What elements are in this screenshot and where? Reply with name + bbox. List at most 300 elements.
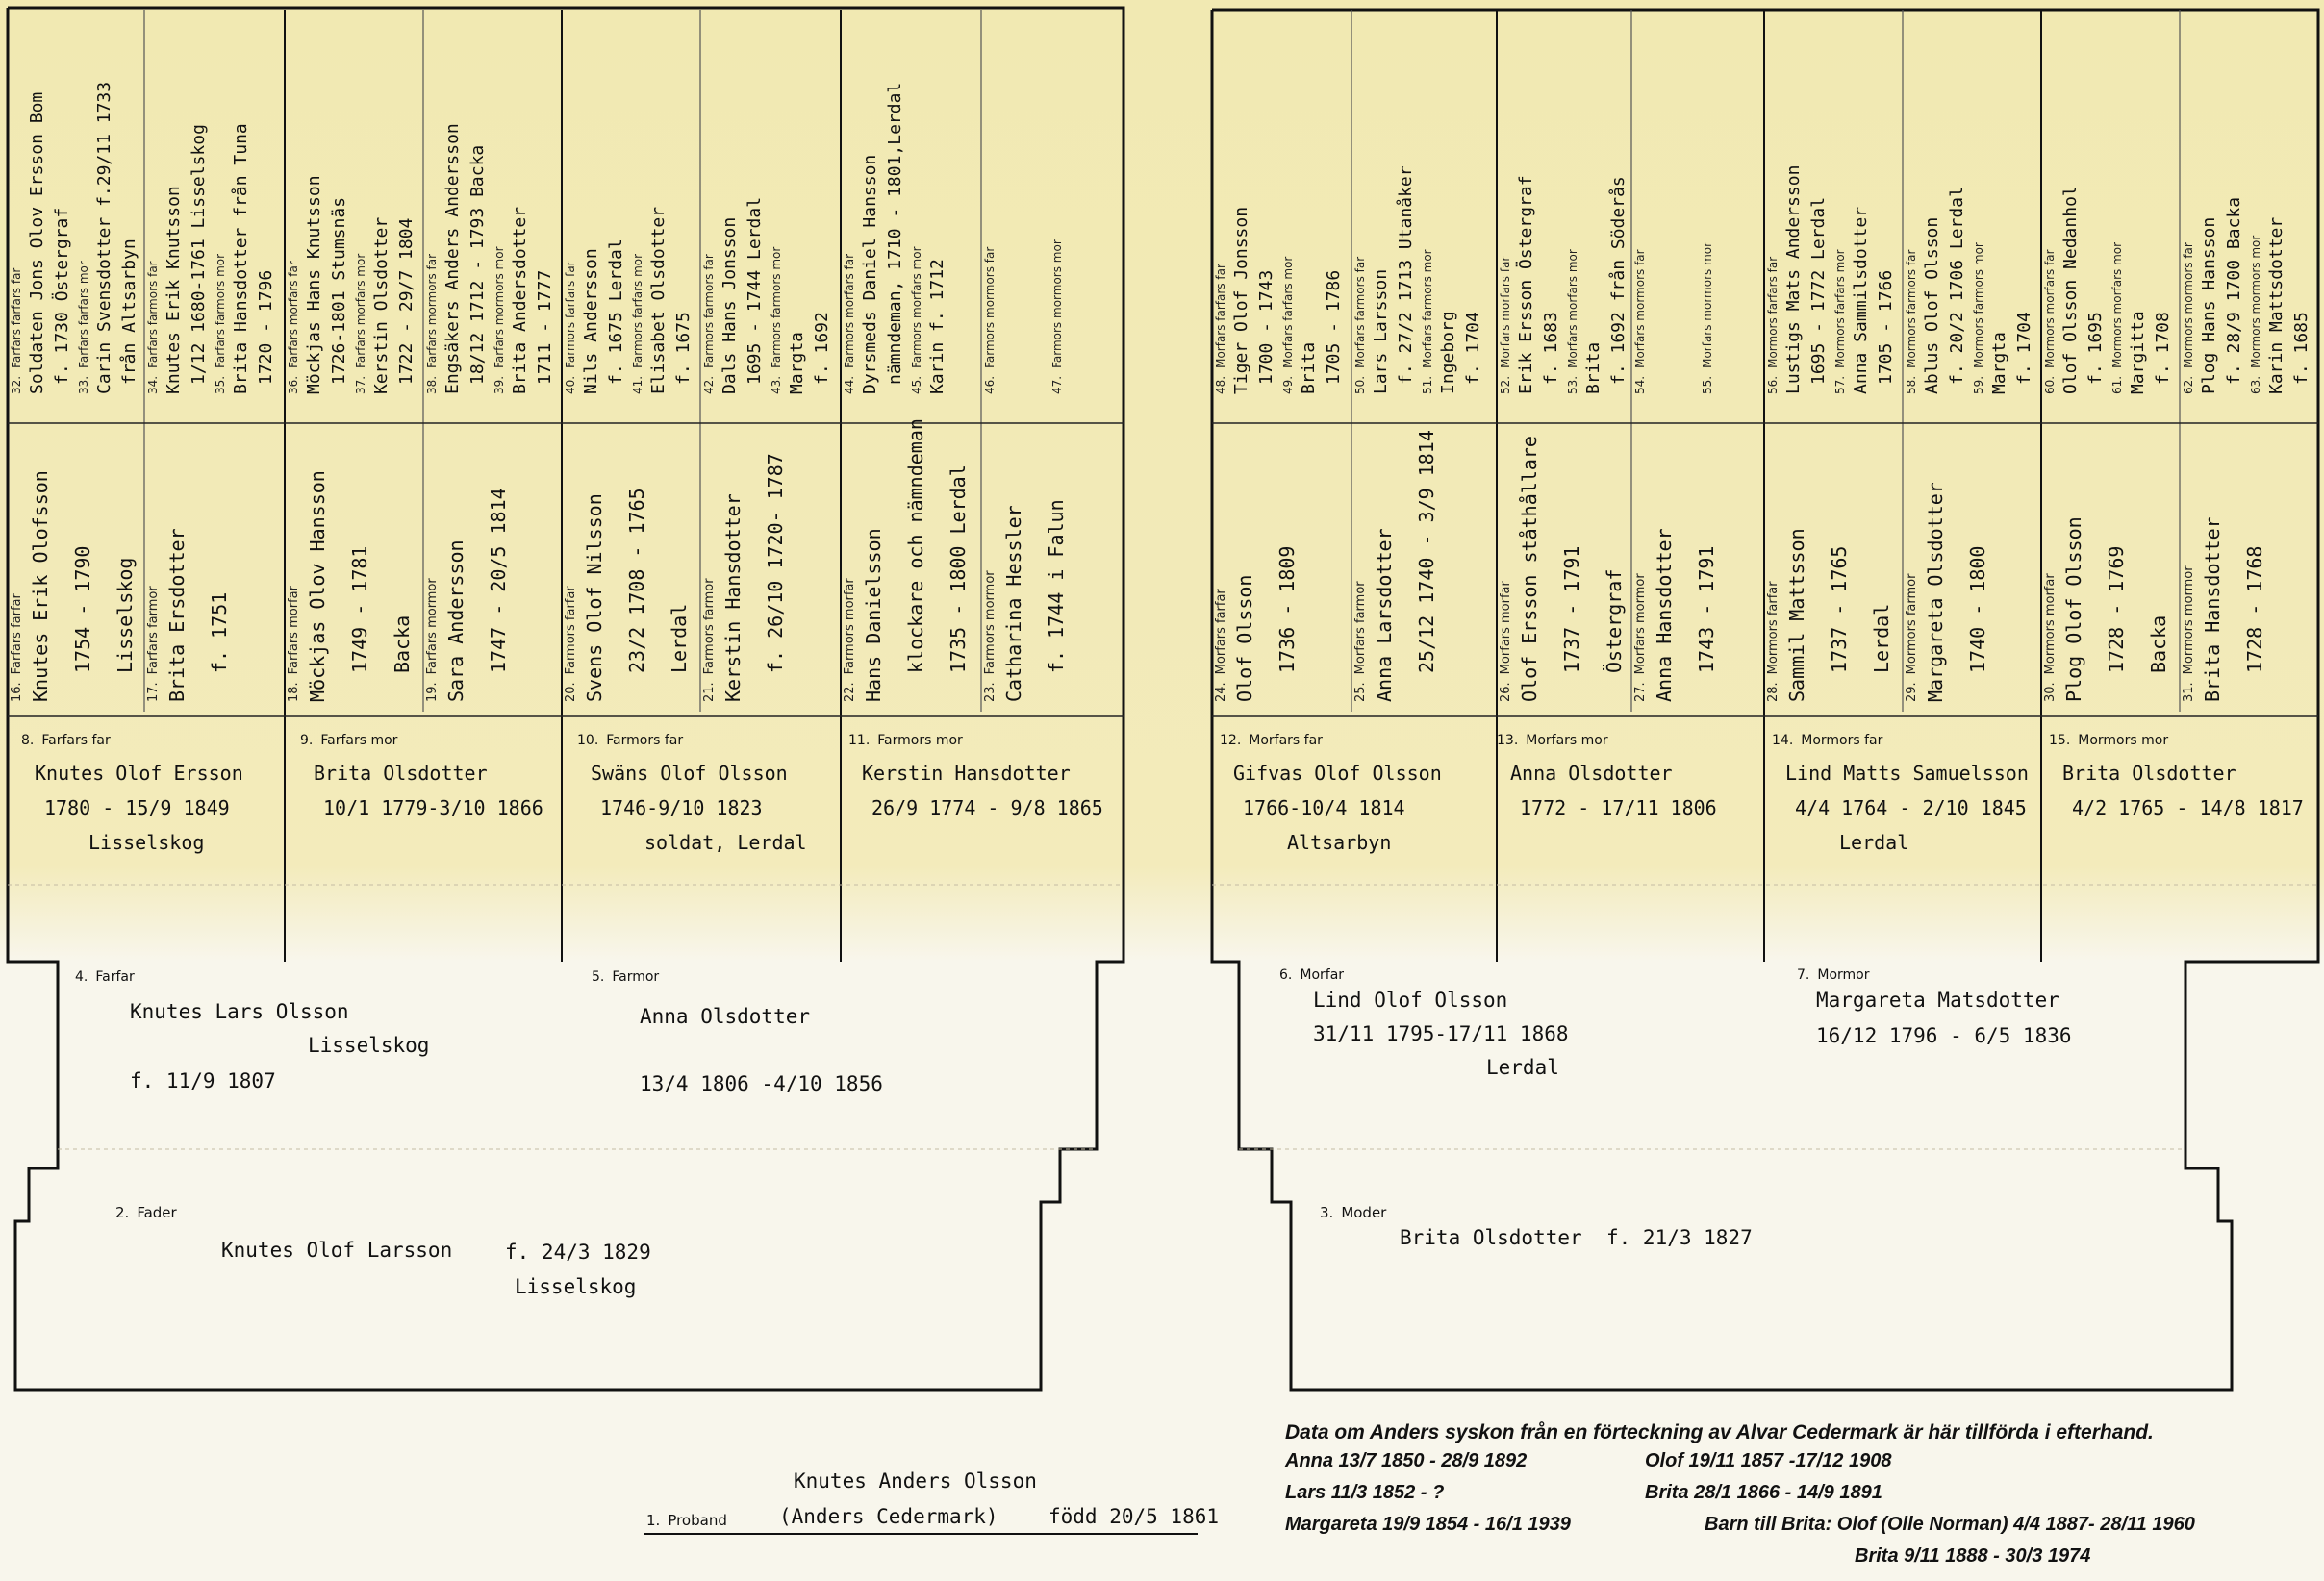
gen6-label	[1421, 249, 1434, 394]
gen4-label-text: Farmors far	[606, 733, 684, 748]
gen5-line: Brita Ersdotter	[165, 528, 189, 702]
gen5-label	[425, 578, 440, 702]
gen6-line: 1720 - 1796	[256, 269, 276, 385]
gen3-label	[1279, 967, 1344, 983]
gen6-label	[1214, 264, 1227, 394]
gen5-label-text: Farfars morfar	[287, 586, 301, 675]
gen6-label	[1633, 249, 1647, 394]
chart-right-page	[1162, 0, 2324, 1581]
gen6-label-text: Mormors farfars far	[1766, 256, 1780, 368]
gen6-num: 54.	[1633, 375, 1647, 394]
gen4-name: Swäns Olof Olsson	[591, 762, 788, 785]
gen5-label	[287, 586, 301, 702]
gen6-num: 34.	[146, 375, 160, 394]
gen6-label	[2110, 242, 2124, 394]
gen3-label-text: Morfar	[1300, 967, 1345, 983]
gen5-label	[2043, 573, 2058, 702]
gen5-line: Sara Andersson	[444, 540, 467, 702]
gen6-label	[425, 254, 439, 394]
gen5-line: f. 26/10 1720- 1787	[764, 453, 787, 673]
notes-line: Olof 19/11 1857 -17/12 1908	[1645, 1450, 1892, 1471]
gen6-label-text: Farfars mormors mor	[493, 246, 506, 368]
gen3-name: Margareta Matsdotter	[1816, 989, 2059, 1012]
gen6-label	[146, 261, 160, 394]
gen6-label	[1766, 257, 1780, 394]
gen6-line: Kerstin Olsdotter	[371, 216, 392, 394]
gen6-line: 1705 - 1766	[1876, 269, 1896, 385]
gen4-dates: 10/1 1779-3/10 1866	[323, 796, 543, 819]
gen6-line: 1/12 1680-1761 Lisselskog	[189, 124, 209, 385]
gen5-line: Lerdal	[1870, 603, 1893, 673]
gen3-dates: 13/4 1806 -4/10 1856	[640, 1072, 883, 1095]
gen4-place: soldat, Lerdal	[644, 831, 807, 854]
gen6-num: 62.	[2182, 375, 2195, 394]
gen6-line: 1695 - 1744 Lerdal	[745, 196, 765, 385]
gen3-num: 7.	[1797, 967, 1810, 983]
father-num: 2.	[115, 1204, 130, 1221]
gen6-label	[77, 261, 90, 394]
gen6-label	[910, 246, 923, 394]
gen5-line: Anna Hansdotter	[1653, 528, 1676, 702]
gen6-line: f. 1730 Östergraf	[52, 207, 72, 385]
gen6-label	[770, 247, 783, 394]
gen4-label-text: Morfars mor	[1526, 733, 1608, 748]
mother-label-text: Moder	[1341, 1204, 1387, 1221]
gen6-num: 57.	[1833, 375, 1847, 394]
gen6-label-text: Morfars mormors mor	[1701, 241, 1714, 368]
gen5-num: 22.	[843, 682, 857, 702]
gen3-label	[1797, 967, 1869, 983]
gen5-num: 19.	[425, 682, 440, 702]
gen5-label-text: Morfars mormor	[1633, 573, 1648, 675]
notes-line: Brita 9/11 1888 - 30/3 1974	[1855, 1545, 2091, 1567]
gen3-label	[75, 969, 135, 985]
gen5-label-text: Farfars farfar	[10, 593, 24, 675]
gen6-num: 41.	[631, 375, 644, 394]
gen6-num: 63.	[2249, 375, 2262, 394]
gen5-label-text: Farmors mormor	[983, 570, 998, 675]
gen6-line: Brita	[1299, 341, 1319, 394]
gen6-num: 51.	[1421, 375, 1434, 394]
mother-born: f. 21/3 1827	[1606, 1226, 1753, 1249]
gen6-line: från Altsarbyn	[119, 238, 139, 385]
father-place: Lisselskog	[515, 1275, 637, 1298]
gen6-line: f. 1692	[812, 312, 832, 385]
gen6-label-text: Farmors mormors mor	[1050, 239, 1064, 368]
gen4-num: 11.	[848, 733, 871, 748]
gen6-num: 45.	[910, 375, 923, 394]
gen5-line: Sammil Mattsson	[1785, 528, 1808, 702]
gen6-num: 50.	[1353, 375, 1367, 394]
gen5-line: Hans Danielsson	[862, 528, 885, 702]
gen5-line: 1737 - 1765	[1828, 545, 1851, 673]
gen6-line: Ablus Olof Olsson	[1922, 216, 1942, 394]
gen6-line: f. 1708	[2153, 312, 2173, 385]
gen5-line: 1737 - 1791	[1560, 545, 1583, 673]
gen6-num: 60.	[2043, 375, 2057, 394]
gen6-line: Karin f. 1712	[927, 259, 947, 394]
gen4-num: 13.	[1497, 733, 1519, 748]
gen5-label	[10, 593, 24, 702]
gen5-label	[702, 578, 717, 702]
gen5-line: 1728 - 1769	[2105, 545, 2128, 673]
proband-num: 1.	[646, 1512, 661, 1529]
gen6-label-text: Farfars morfars mor	[354, 253, 367, 368]
gen5-line: Lerdal	[668, 603, 691, 673]
gen3-place: Lisselskog	[308, 1034, 430, 1057]
gen5-line: Plog Olof Olsson	[2062, 516, 2085, 702]
gen6-label-text: Farmors mormors far	[983, 246, 997, 368]
gen5-label-text: Morfars farmor	[1353, 581, 1368, 675]
gen6-num: 59.	[1972, 375, 1985, 394]
gen6-line: Tiger Olof Jonsson	[1231, 206, 1251, 394]
gen6-line: Dyrsmeds Daniel Hansson	[860, 154, 880, 394]
gen4-label	[1497, 733, 1608, 748]
gen5-line: Kerstin Hansdotter	[721, 493, 745, 702]
gen4-dates: 1772 - 17/11 1806	[1520, 796, 1717, 819]
gen6-label	[1281, 257, 1295, 394]
notes-heading: Data om Anders syskon från en förteckning av Alvar Cedermark är här tillförda i efterhand.	[1285, 1421, 2154, 1443]
gen5-line: klockare och nämndeman	[904, 418, 927, 673]
gen6-num: 32.	[10, 375, 23, 394]
gen5-num: 17.	[146, 682, 161, 702]
gen6-label	[631, 254, 644, 394]
gen6-label-text: Farmors farfars far	[564, 261, 577, 368]
gen6-label	[702, 254, 716, 394]
gen5-num: 23.	[983, 682, 998, 702]
gen3-label	[592, 969, 659, 985]
gen3-label-text: Farmor	[612, 969, 660, 985]
gen6-label-text: Farfars farfars mor	[77, 261, 90, 368]
gen5-line: Brita Hansdotter	[2201, 516, 2224, 702]
gen6-label-text: Morfars farfars far	[1214, 264, 1227, 368]
father-born: f. 24/3 1829	[505, 1241, 651, 1264]
gen5-line: 25/12 1740 - 3/9 1814	[1415, 430, 1438, 673]
gen6-line: Lustigs Mats Andersson	[1783, 164, 1804, 394]
mother-num: 3.	[1320, 1204, 1334, 1221]
gen5-line: 1736 - 1809	[1276, 545, 1299, 673]
gen5-line: Olof Olsson	[1233, 574, 1256, 702]
gen6-line: Olof Olsson Nedanhol	[2060, 186, 2081, 394]
gen5-num: 29.	[1905, 682, 1919, 702]
notes-line: Brita 28/1 1866 - 14/9 1891	[1645, 1482, 1882, 1503]
gen5-line: Olof Ersson ståthållare	[1518, 436, 1541, 702]
gen3-num: 5.	[592, 969, 605, 985]
gen4-dates: 4/4 1764 - 2/10 1845	[1795, 796, 2027, 819]
gen6-label-text: Morfars farmors far	[1353, 256, 1367, 368]
gen6-line: Lars Larsson	[1371, 268, 1391, 394]
gen4-place: Lerdal	[1839, 831, 1909, 854]
gen4-label-text: Farfars mor	[320, 733, 398, 748]
gen6-num: 48.	[1214, 375, 1227, 394]
gen6-label-text: Farmors farfars mor	[631, 253, 644, 368]
gen6-label	[354, 254, 367, 394]
gen5-label	[1214, 589, 1228, 702]
gen6-line: Brita	[1583, 341, 1604, 394]
gen4-label	[1772, 733, 1882, 748]
proband-name: Knutes Anders Olsson	[794, 1469, 1037, 1493]
gen5-num: 21.	[702, 682, 717, 702]
gen6-line: 1705 - 1786	[1324, 269, 1344, 385]
gen4-label	[2049, 733, 2168, 748]
gen6-label	[2249, 236, 2262, 394]
gen6-line: f. 1675 Lerdal	[606, 238, 626, 385]
gen5-line: 1740 - 1800	[1966, 545, 1989, 673]
gen6-num: 56.	[1766, 375, 1780, 394]
gen3-dates: 31/11 1795-17/11 1868	[1313, 1022, 1569, 1045]
gen3-place: Lerdal	[1486, 1056, 1559, 1079]
gen6-line: f. 1683	[1541, 312, 1561, 385]
gen6-line: nämndeman, 1710 - 1801,Lerdal	[885, 82, 905, 385]
gen6-line: Margitta	[2128, 311, 2148, 394]
gen6-label	[564, 261, 577, 394]
gen6-line: Elisabet Olsdotter	[648, 206, 669, 394]
gen5-line: Östergraf	[1603, 568, 1626, 673]
gen6-label-text: Farmors morfars mor	[910, 246, 923, 368]
gen5-label-text: Mormors farfar	[1766, 581, 1781, 675]
gen5-line: 1747 - 20/5 1814	[487, 488, 510, 673]
gen6-label	[1499, 257, 1512, 394]
gen6-line: 1711 - 1777	[535, 269, 555, 385]
gen5-num: 27.	[1633, 682, 1648, 702]
gen5-label	[1905, 574, 1919, 702]
gen5-line: Backa	[2147, 615, 2170, 673]
gen5-line: Knutes Erik Olofsson	[29, 470, 52, 702]
gen4-num: 15.	[2049, 733, 2071, 748]
gen6-line: Anna Sammilsdotter	[1851, 206, 1871, 394]
gen6-line: Knutes Erik Knutsson	[164, 186, 184, 394]
gen6-label-text: Mormors morfars far	[2043, 249, 2057, 368]
gen4-dates: 1780 - 15/9 1849	[44, 796, 230, 819]
gen5-label	[1353, 581, 1368, 702]
gen4-name: Kerstin Hansdotter	[862, 762, 1071, 785]
gen5-line: 1735 - 1800 Lerdal	[947, 464, 970, 673]
gen5-num: 24.	[1214, 682, 1228, 702]
gen5-num: 26.	[1499, 682, 1513, 702]
gen6-label	[843, 254, 856, 394]
mother-label	[1320, 1204, 1386, 1221]
gen6-num: 36.	[287, 375, 300, 394]
gen6-label-text: Morfars mormors far	[1633, 249, 1647, 368]
gen6-label-text: Mormors morfars mor	[2110, 241, 2124, 368]
gen5-num: 25.	[1353, 682, 1368, 702]
gen4-num: 10.	[577, 733, 599, 748]
gen4-label-text: Mormors far	[1801, 733, 1883, 748]
gen5-label-text: Farmors farfar	[564, 586, 578, 675]
gen6-line: 1700 - 1743	[1256, 269, 1276, 385]
notes-line: Lars 11/3 1852 - ?	[1285, 1482, 1445, 1503]
gen5-num: 20.	[564, 682, 578, 702]
gen6-label-text: Farmors farmors mor	[770, 246, 783, 368]
gen5-line: Svens Olof Nilsson	[583, 493, 606, 702]
gen6-label	[983, 247, 997, 394]
gen6-label-text: Morfars farfars mor	[1281, 256, 1295, 368]
gen6-line: f. 1685	[2291, 312, 2311, 385]
gen6-num: 37.	[354, 375, 367, 394]
gen6-label-text: Mormors mormors far	[2182, 242, 2195, 368]
gen6-num: 53.	[1566, 375, 1579, 394]
gen6-num: 38.	[425, 375, 439, 394]
gen5-label-text: Morfars morfar	[1499, 581, 1513, 675]
gen4-num: 12.	[1220, 733, 1242, 748]
gen6-line: f. 1704	[1463, 312, 1483, 385]
gen3-label-text: Mormor	[1817, 967, 1870, 983]
gen5-label	[146, 586, 161, 702]
gen4-label	[848, 733, 963, 748]
gen4-label-text: Morfars far	[1249, 733, 1323, 748]
gen4-name: Knutes Olof Ersson	[35, 762, 243, 785]
gen6-line: Ingeborg	[1438, 311, 1458, 394]
gen4-dates: 1746-9/10 1823	[600, 796, 763, 819]
gen3-num: 6.	[1279, 967, 1293, 983]
gen6-line: 1726-1801 Stumsnäs	[329, 196, 349, 385]
gen5-label-text: Morfars farfar	[1214, 589, 1228, 675]
gen6-label-text: Morfars farmors mor	[1421, 249, 1434, 368]
gen6-label-text: Farfars mormors far	[425, 253, 439, 368]
gen6-label-text: Farmors farmors far	[702, 254, 716, 368]
father-label-text: Fader	[137, 1204, 177, 1221]
gen6-line: Karin Mattsdotter	[2266, 216, 2286, 394]
gen4-label	[300, 733, 397, 748]
gen6-label-text: Farfars morfars far	[287, 261, 300, 368]
gen5-label	[1499, 581, 1513, 702]
gen5-label-text: Farfars mormor	[425, 578, 440, 675]
gen6-line: Möckjas Hans Knutsson	[304, 175, 324, 394]
gen6-num: 43.	[770, 375, 783, 394]
gen6-num: 58.	[1905, 375, 1918, 394]
gen6-label	[1566, 249, 1579, 394]
gen6-label-text: Mormors mormors mor	[2249, 235, 2262, 368]
gen6-num: 61.	[2110, 375, 2124, 394]
gen6-num: 35.	[214, 375, 227, 394]
gen4-place: Lisselskog	[88, 831, 205, 854]
gen6-line: Margta	[787, 331, 807, 394]
gen5-line: Backa	[391, 615, 414, 673]
gen6-line: Brita Andersdotter	[510, 206, 530, 394]
gen6-label	[1833, 249, 1847, 394]
father-name: Knutes Olof Larsson	[221, 1239, 453, 1262]
gen6-line: Brita Hansdotter från Tuna	[231, 123, 251, 394]
gen4-name: Gifvas Olof Olsson	[1233, 762, 1442, 785]
gen6-num: 42.	[702, 375, 716, 394]
gen6-num: 39.	[493, 375, 506, 394]
gen5-num: 31.	[2182, 682, 2196, 702]
gen6-label	[1353, 257, 1367, 394]
gen6-num: 49.	[1281, 375, 1295, 394]
gen6-label-text: Farfars farmors far	[146, 261, 160, 368]
gen6-num: 52.	[1499, 375, 1512, 394]
gen6-label	[2182, 242, 2195, 394]
gen5-line: Anna Larsdotter	[1373, 528, 1396, 702]
gen6-label-text: Farfars farmors mor	[214, 253, 227, 368]
gen6-line: f. 1695	[2085, 312, 2106, 385]
gen4-dates: 1766-10/4 1814	[1243, 796, 1405, 819]
gen6-num: 46.	[983, 375, 997, 394]
mother-name: Brita Olsdotter	[1400, 1226, 1582, 1249]
gen5-line: Möckjas Olov Hansson	[306, 470, 329, 702]
gen6-line: Engsäkers Anders Andersson	[442, 123, 463, 394]
gen6-label-text: Morfars morfars far	[1499, 256, 1512, 368]
proband-alias: (Anders Cedermark)	[779, 1505, 998, 1528]
gen4-num: 9.	[300, 733, 314, 748]
gen4-num: 14.	[1772, 733, 1794, 748]
gen5-num: 16.	[10, 682, 24, 702]
gen5-label-text: Farfars farmor	[146, 586, 161, 675]
gen6-num: 44.	[843, 375, 856, 394]
proband-born: född 20/5 1861	[1048, 1505, 1220, 1528]
gen5-label	[564, 586, 578, 702]
gen5-label-text: Farmors farmor	[702, 578, 717, 675]
gen6-label	[1905, 250, 1918, 394]
gen4-dates: 26/9 1774 - 9/8 1865	[872, 796, 1103, 819]
gen4-name: Brita Olsdotter	[2062, 762, 2236, 785]
gen6-label-text: Mormors farmors far	[1905, 249, 1918, 368]
gen5-num: 28.	[1766, 682, 1781, 702]
gen4-dates: 4/2 1765 - 14/8 1817	[2072, 796, 2304, 819]
gen3-label-text: Farfar	[95, 969, 135, 985]
gen5-line: Lisselskog	[114, 557, 137, 673]
proband-label-text: Proband	[668, 1512, 727, 1529]
gen5-num: 30.	[2043, 682, 2058, 702]
notes-line: Barn till Brita: Olof (Olle Norman) 4/4 1887- 28/11 1960	[1705, 1514, 2195, 1535]
proband-label	[646, 1512, 727, 1529]
gen5-line: f. 1744 i Falun	[1045, 499, 1068, 673]
gen5-line: 23/2 1708 - 1765	[625, 488, 648, 673]
father-label	[115, 1204, 177, 1221]
gen6-line: 1722 - 29/7 1804	[396, 217, 417, 385]
gen6-label-text: Farmors morfars far	[843, 253, 856, 368]
gen6-num: 55.	[1701, 375, 1714, 394]
gen6-num: 40.	[564, 375, 577, 394]
notes-line: Margareta 19/9 1854 - 16/1 1939	[1285, 1514, 1571, 1535]
gen3-name: Lind Olof Olsson	[1313, 989, 1508, 1012]
gen5-line: f. 1751	[208, 591, 231, 673]
gen6-line: f. 27/2 1713 Utanåker	[1396, 165, 1416, 385]
gen5-label-text: Mormors mormor	[2182, 565, 2196, 675]
gen4-label-text: Farfars far	[41, 733, 111, 748]
gen6-line: Soldaten Jons Olov Ersson Bom	[27, 91, 47, 394]
gen5-label	[1766, 581, 1781, 702]
gen6-line: f. 1704	[2014, 312, 2034, 385]
gen5-line: Catharina Hessler	[1002, 505, 1025, 702]
gen6-line: 18/12 1712 - 1793 Backa	[467, 144, 488, 385]
gen5-num: 18.	[287, 682, 301, 702]
gen6-label	[10, 268, 23, 394]
gen4-name: Anna Olsdotter	[1510, 762, 1673, 785]
gen5-label	[2182, 565, 2196, 702]
gen4-place: Altsarbyn	[1287, 831, 1392, 854]
gen5-line: 1743 - 1791	[1695, 545, 1718, 673]
gen6-line: 1695 - 1772 Lerdal	[1808, 196, 1829, 385]
gen6-label	[1701, 242, 1714, 394]
gen5-line: Margareta Olsdotter	[1924, 482, 1947, 702]
gen6-line: f. 1675	[673, 312, 694, 385]
gen5-label-text: Mormors farmor	[1905, 573, 1919, 675]
gen3-dates: 16/12 1796 - 6/5 1836	[1816, 1024, 2072, 1047]
gen5-label	[983, 570, 998, 702]
gen3-dates: f. 11/9 1807	[130, 1069, 276, 1092]
gen6-label-text: Mormors farmors mor	[1972, 242, 1985, 368]
gen6-label-text: Farfars farfars far	[10, 267, 23, 368]
gen6-label	[493, 246, 506, 394]
gen4-label-text: Farmors mor	[877, 733, 963, 748]
gen4-num: 8.	[21, 733, 35, 748]
gen6-line: Carin Svensdotter f.29/11 1733	[94, 81, 114, 394]
gen3-name: Knutes Lars Olsson	[130, 1000, 349, 1023]
gen4-name: Brita Olsdotter	[314, 762, 488, 785]
gen6-label	[214, 254, 227, 394]
gen6-label	[287, 261, 300, 394]
